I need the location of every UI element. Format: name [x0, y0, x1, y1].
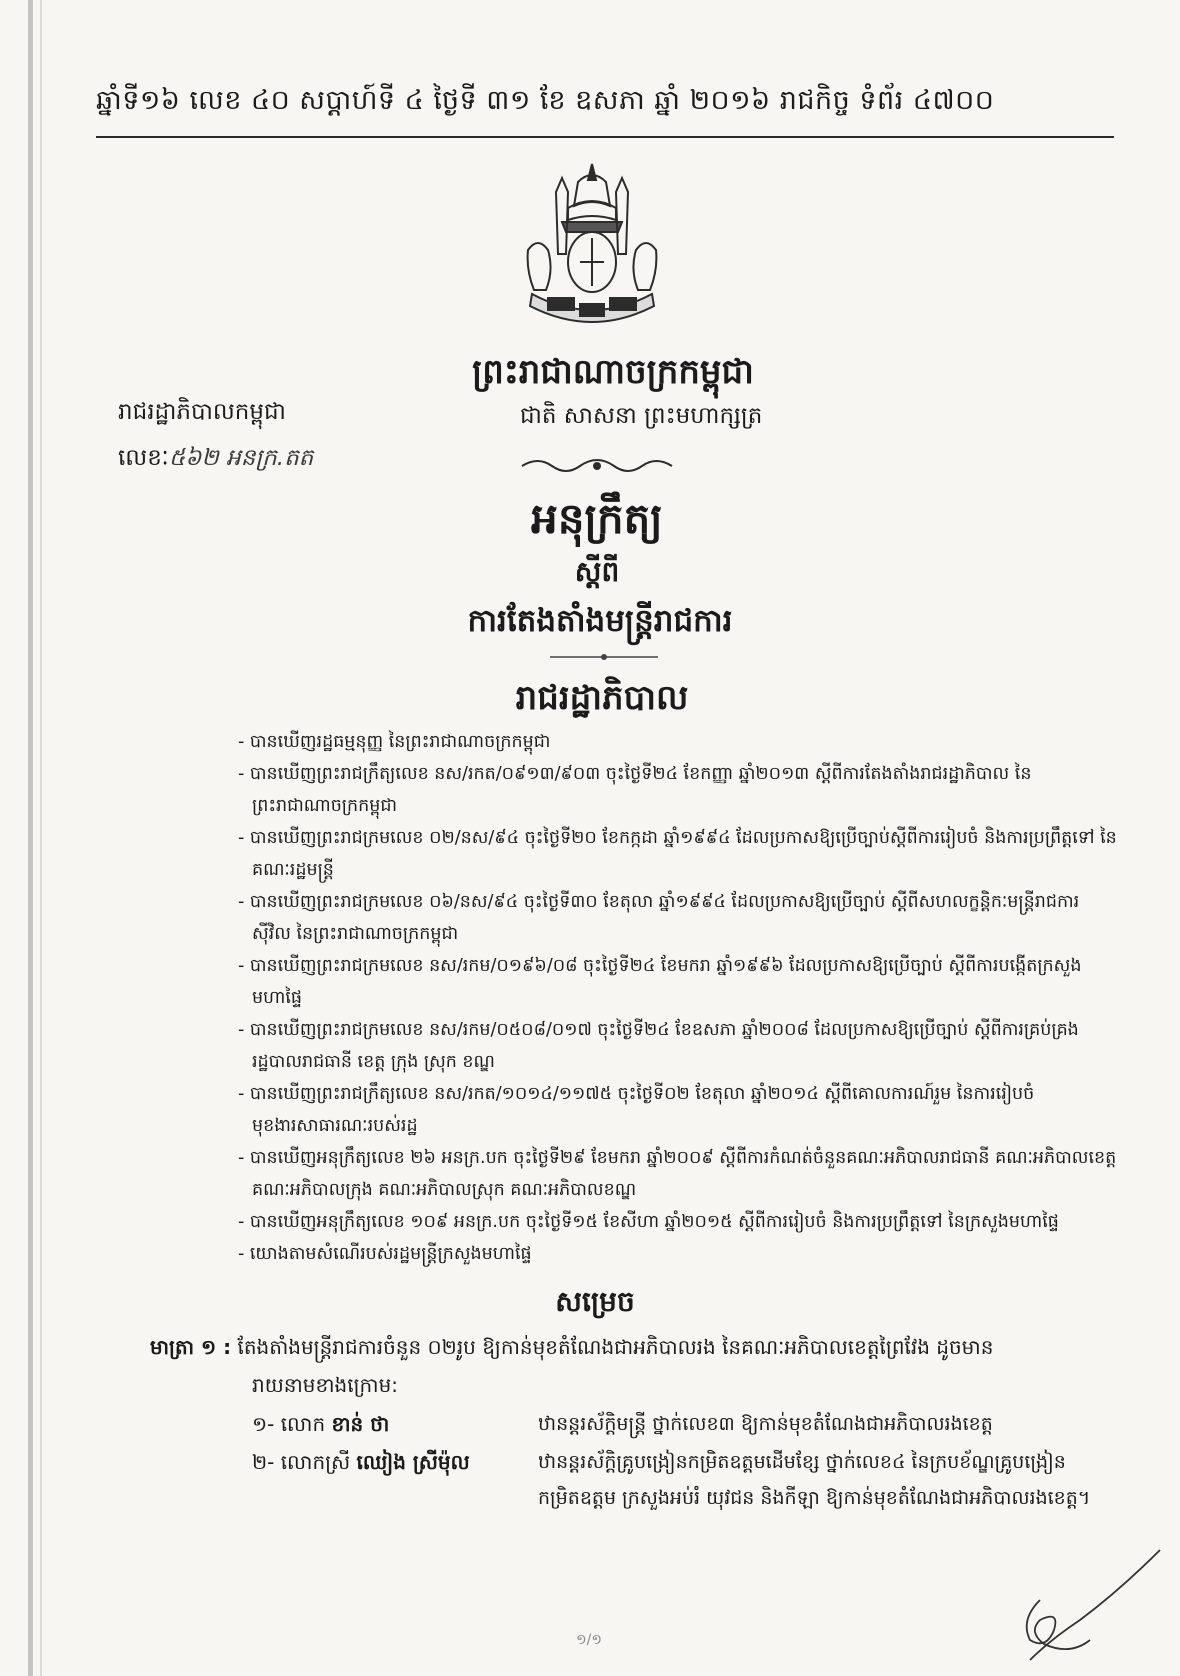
- article-text: តែងតាំងមន្ត្រីរាជការចំនួន ០២រូប ឱ្យកាន់មុខតំណែងជាអភិបាលរង នៃគណៈអភិបាលខេត្តព្រៃវែង ដូចមាន: [237, 1335, 994, 1359]
- citation-item: - យោងតាមសំណើរបស់រដ្ឋមន្ត្រីក្រសួងមហាផ្ទៃ: [238, 1244, 532, 1264]
- kingdom-title: ព្រះរាជាណាចក្រកម្ពុជា: [472, 352, 754, 392]
- citations-list: [238, 726, 1118, 1270]
- citation-item: - បានឃើញអនុក្រឹត្យលេខ ១០៩ អនក្រ.បក ចុះថ្ងៃទី១៥ ខែសីហា ឆ្នាំ២០១៥ ស្ដីពីការរៀបចំ និងការប្រព្រឹត្តទៅ នៃក្រសួងមហាផ្ទៃ: [238, 1212, 1059, 1232]
- appointee-1: [252, 1406, 389, 1442]
- appointee-name: ខាន់ ថា: [331, 1412, 390, 1436]
- document-subject: ការតែងតាំងមន្ត្រីរាជការ: [467, 603, 733, 639]
- national-motto: ជាតិ សាសនា ព្រះមហាក្សត្រ: [520, 403, 763, 429]
- decision-heading: សម្រេច: [555, 1285, 635, 1318]
- citation-item: - បានឃើញអនុក្រឹត្យលេខ ២៦ អនក្រ.បក ចុះថ្ងៃទី២៩ ខែមករា ឆ្នាំ២០០៩ ស្ដីពីការកំណត់ចំនួនគណៈអភិបាលរាជធានី គណៈអភិបាលខេត្ត គណៈអភិបាលក្រុង គណៈអភិបាលស្រុក គណៈអភិបាលខណ្ឌ: [238, 1148, 1117, 1200]
- appointee-prefix: ២- លោកស្រី: [252, 1450, 351, 1474]
- citation-item: - បានឃើញព្រះរាជក្រឹត្យលេខ នស/រកត/០៩១៣/៩០៣ ចុះថ្ងៃទី២៤ ខែកញ្ញា ឆ្នាំ២០១៣ ស្ដីពីការតែងតាំងរាជរដ្ឋាភិបាល នៃព្រះរាជាណាចក្រកម្ពុជា: [238, 764, 1032, 816]
- appointee-1-detail: ឋានន្តរស័ក្តិមន្ត្រី ថ្នាក់លេខ៣ ឱ្យកាន់មុខតំណែងជាអភិបាលរងខេត្ត: [538, 1413, 993, 1435]
- about-label: ស្ដីពី: [574, 555, 620, 588]
- citation-item: - បានឃើញព្រះរាជក្រមលេខ នស/រកម/០១៩៦/០៨ ចុះថ្ងៃទី២៤ ខែមករា ឆ្នាំ១៩៩៦ ដែលប្រកាសឱ្យប្រើច្បាប់ ស្ដីពីការបង្កើតក្រសួងមហាផ្ទៃ: [238, 956, 1082, 1008]
- article-text-continued: រាយនាមខាងក្រោម:: [252, 1373, 398, 1397]
- document-type-title: អនុក្រឹត្យ: [531, 494, 663, 543]
- citation-item: - បានឃើញព្រះរាជក្រមលេខ ០២/នស/៩៤ ចុះថ្ងៃទី២០ ខែកក្កដា ឆ្នាំ១៩៩៤ ដែលប្រកាសឱ្យប្រើច្បាប់ស្ដីពីការរៀបចំ និងការប្រព្រឹត្តទៅ នៃគណៈរដ្ឋមន្ត្រី: [238, 828, 1117, 880]
- citation-item: - បានឃើញព្រះរាជក្រមលេខ នស/រកម/០៥០៨/០១៧ ចុះថ្ងៃទី២៤ ខែឧសភា ឆ្នាំ២០០៨ ដែលប្រកាសឱ្យប្រើច្បាប់ ស្ដីពីការគ្រប់គ្រងរដ្ឋបាលរាជធានី ខេត្ត ក្រុង ស្រុក ខណ្ឌ: [238, 1020, 1079, 1072]
- page-mark: ១/១: [576, 1632, 602, 1648]
- signature-icon: [1010, 1540, 1170, 1670]
- document-number: [118, 444, 313, 477]
- royal-arms-emblem-icon: [518, 158, 666, 338]
- article-1: [150, 1328, 1110, 1366]
- header-rule: [96, 136, 1114, 138]
- binding-edge: [28, 0, 33, 1676]
- doc-number-prefix: លេខៈ: [118, 445, 169, 471]
- gazette-header: ឆ្នាំទី១៦ លេខ ៤០ សប្ដាហ៍ទី ៤ ថ្ងៃទី ៣១ ខែ ឧសភា ឆ្នាំ ២០១៦ រាជកិច្ច ទំព័រ ៤៧០០: [96, 85, 995, 116]
- binding-edge-inner: [40, 0, 42, 1676]
- citation-item: - បានឃើញរដ្ឋធម្មនុញ្ញ នៃព្រះរាជាណាចក្រកម្ពុជា: [238, 732, 551, 752]
- doc-number-handwritten: ៥៦២ អនក្រ.តត: [168, 445, 314, 471]
- appointee-prefix: ១- លោក: [252, 1412, 326, 1436]
- appointee-name: ឈៀង ស្រីម៉ុល: [356, 1450, 470, 1474]
- small-divider-icon: [548, 652, 660, 662]
- issuer-heading: រាជរដ្ឋាភិបាល: [515, 678, 689, 718]
- appointee-2-detail: ឋានន្តរស័ក្តិគ្រូបង្រៀនកម្រិតឧត្តមដើមខ្សែ ថ្នាក់លេខ៤ នៃក្របខ័ណ្ឌគ្រូបង្រៀនកម្រិតឧត្តម ក្រសួងអប់រំ យុវជន និងកីឡា ឱ្យកាន់មុខតំណែងជាអភិបាលរងខេត្ត។: [538, 1451, 1091, 1509]
- appointee-2: [252, 1444, 470, 1480]
- flourish-ornament-icon: [518, 454, 676, 476]
- article-label: មាត្រា ១ :: [150, 1335, 232, 1359]
- citation-item: - បានឃើញព្រះរាជក្រមលេខ ០៦/នស/៩៤ ចុះថ្ងៃទី៣០ ខែតុលា ឆ្នាំ១៩៩៤ ដែលប្រកាសឱ្យប្រើច្បាប់ ស្ដីពីសហលក្ខន្តិកៈមន្ត្រីរាជការស៊ីវិល នៃព្រះរាជាណាចក្រកម្ពុជា: [238, 892, 1080, 944]
- government-label: រាជរដ្ឋាភិបាលកម្ពុជា: [118, 399, 286, 425]
- citation-item: - បានឃើញព្រះរាជក្រឹត្យលេខ នស/រកត/១០១៤/១១៧៥ ចុះថ្ងៃទី០២ ខែតុលា ឆ្នាំ២០១៤ ស្ដីពីគោលការណ៍រួម នៃការរៀបចំមុខងារសាធារណៈរបស់រដ្ឋ: [238, 1084, 1035, 1136]
